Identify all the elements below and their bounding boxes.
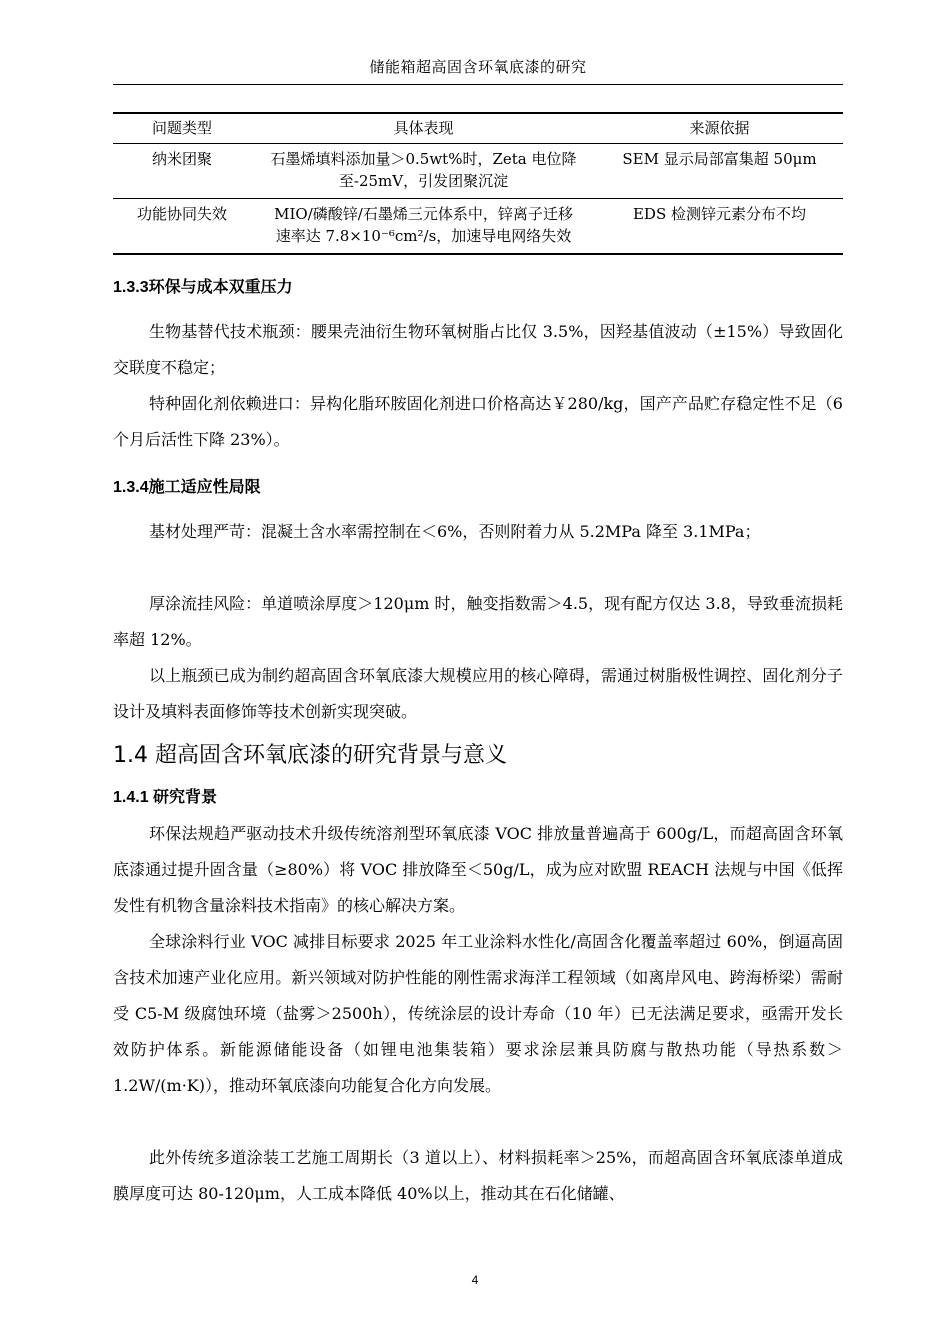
paragraph: 基材处理严苛：混凝土含水率需控制在＜6%，否则附着力从 5.2MPa 降至 3.1MPa； — [149, 522, 761, 541]
section-heading-1-3-3: 1.3.3环保与成本双重压力 — [113, 279, 293, 296]
table-header-row — [113, 113, 843, 144]
table-cell: 纳米团聚 — [151, 150, 212, 168]
paragraph: 环保法规趋严驱动技术升级传统溶剂型环氧底漆 VOC 排放量普遍高于 600g/L，而超高固含环氧底漆通过提升固含量（≥80%）将 VOC 排放降至＜50g/L，成为应对欧盟 REACH 法规与中国《低挥发性有机物含量涂料技术指南》的核心解决方案。 — [113, 824, 843, 915]
section-heading-1-4-1: 1.4.1 研究背景 — [113, 789, 218, 806]
paragraph: 特种固化剂依赖进口：异构化脂环胺固化剂进口价格高达￥280/kg，国产产品贮存稳定性不足（6 个月后活性下降 23%）。 — [113, 394, 843, 449]
header-divider — [113, 84, 843, 85]
section-heading-1-4: 1.4 超高固含环氧底漆的研究背景与意义 — [113, 743, 507, 768]
paragraph: 以上瓶颈已成为制约超高固含环氧底漆大规模应用的核心障碍，需通过树脂极性调控、固化剂分子设计及填料表面修饰等技术创新实现突破。 — [113, 666, 843, 721]
page-header-title: 储能箱超高固含环氧底漆的研究 — [369, 58, 587, 76]
column-header-type: 问题类型 — [151, 119, 212, 137]
table-cell: MIO/磷酸锌/石墨烯三元体系中，锌离子迁移速率达 7.8×10⁻⁶cm²/s，加速导电网络失效 — [274, 205, 573, 245]
table-row — [113, 199, 843, 255]
table-cell: EDS 检测锌元素分布不均 — [632, 205, 807, 223]
paragraph: 生物基替代技术瓶颈：腰果壳油衍生物环氧树脂占比仅 3.5%，因羟基值波动（±15%）导致固化交联度不稳定； — [113, 322, 843, 377]
issue-table — [113, 112, 843, 255]
table-cell: 石墨烯填料添加量＞0.5wt%时，Zeta 电位降至-25mV，引发团聚沉淀 — [270, 150, 577, 190]
paragraph: 此外传统多道涂装工艺施工周期长（3 道以上）、材料损耗率＞25%，而超高固含环氧底漆单道成膜厚度可达 80-120μm，人工成本降低 40%以上，推动其在石化储罐、 — [113, 1148, 843, 1203]
section-heading-1-3-4: 1.3.4施工适应性局限 — [113, 479, 261, 496]
page-number: 4 — [471, 1273, 479, 1287]
column-header-detail: 具体表现 — [393, 119, 454, 137]
paragraph: 全球涂料行业 VOC 减排目标要求 2025 年工业涂料水性化/高固含化覆盖率超过 60%，倒逼高固含技术加速产业化应用。新兴领域对防护性能的刚性需求海洋工程领域（如离岸风电、跨海桥梁）需耐受 C5-M 级腐蚀环境（盐雾＞2500h），传统涂层的设计寿命（10 年）已无法满足要求，亟需开发长效防护体系。新能源储能设备（如锂电池集装箱）要求涂层兼具防腐与散热功能（导热系数＞1.2W/(m·K)），推动环氧底漆向功能复合化方向发展。 — [113, 932, 843, 1095]
paragraph: 厚涂流挂风险：单道喷涂厚度＞120μm 时，触变指数需＞4.5，现有配方仅达 3.8，导致垂流损耗率超 12%。 — [113, 594, 843, 649]
table-cell: SEM 显示局部富集超 50μm — [622, 150, 817, 168]
table-cell: 功能协同失效 — [136, 205, 227, 223]
table-row — [113, 144, 843, 199]
column-header-source: 来源依据 — [689, 119, 750, 137]
